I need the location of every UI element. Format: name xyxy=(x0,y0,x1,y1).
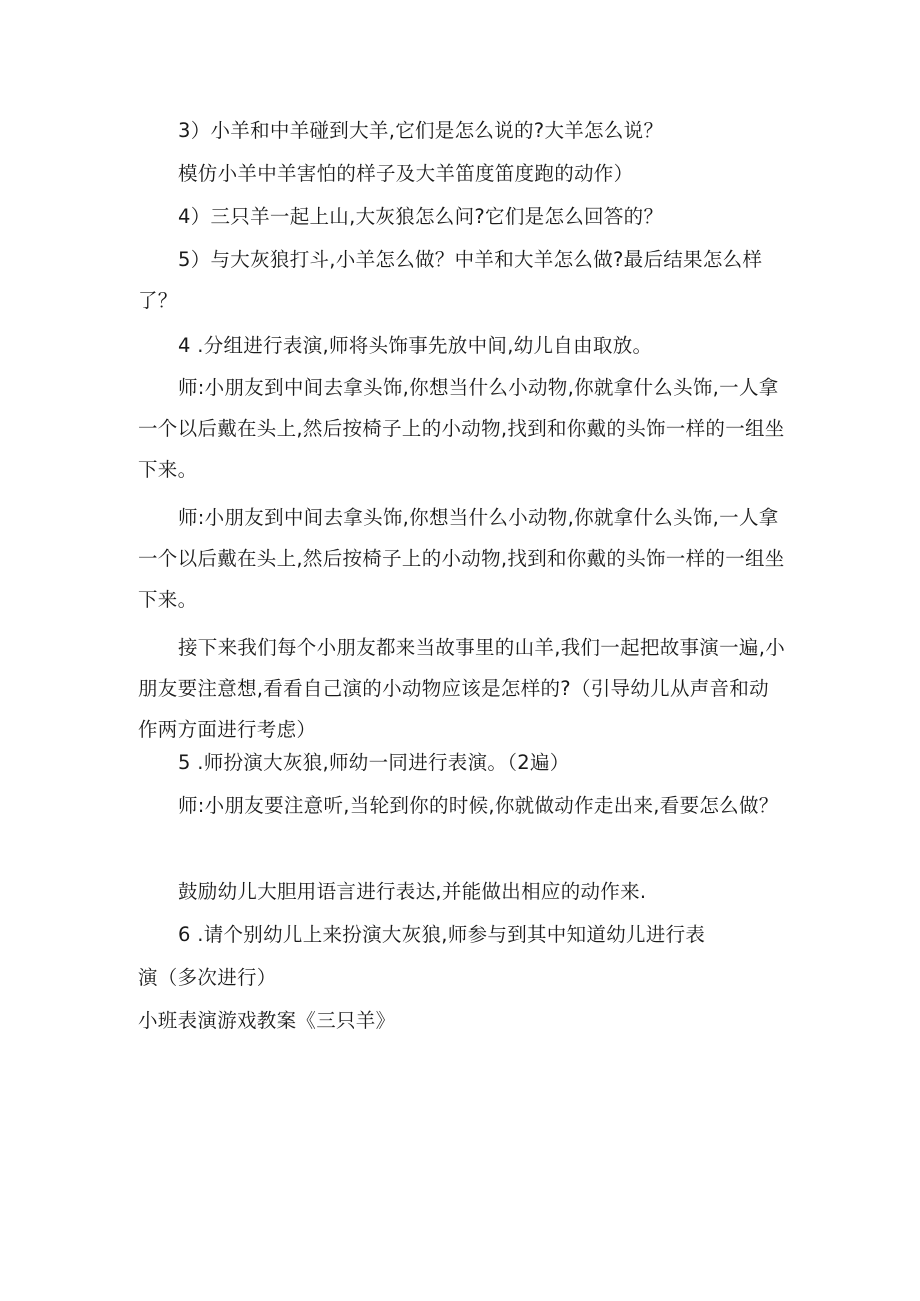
paragraph-step-5: 5）与大灰狼打斗,小羊怎么做？中羊和大羊怎么做?最后结果怎么样了？ xyxy=(138,248,763,312)
paragraph-story-performance: 接下来我们每个小朋友都来当故事里的山羊,我们一起把故事演一遍,小朋友要注意想,看看自己演的小动物应该是怎样的?（引导幼儿从声音和动作两方面进行考虑） xyxy=(138,636,785,741)
paragraph-section-4: 4 .分组进行表演,师将头饰事先放中间,幼儿自由取放。 xyxy=(178,334,653,357)
document-title: 小班表演游戏教案《三只羊》 xyxy=(138,1009,396,1032)
paragraph-section-6: 6 .请个别幼儿上来扮演大灰狼,师参与到其中知道幼儿进行表 xyxy=(178,923,706,946)
paragraph-imitation-note: 模仿小羊中羊害怕的样子及大羊笛度笛度跑的动作） xyxy=(178,162,634,185)
paragraph-teacher-listen: 师:小朋友要注意听,当轮到你的时候,你就做动作走出来,看要怎么做？ xyxy=(178,794,779,817)
paragraph-teacher-instruction-2: 师:小朋友到中间去拿头饰,你想当什么小动物,你就拿什么头饰,一人拿一个以后戴在头上,然后按椅子上的小动物,找到和你戴的头饰一样的一组坐下来。 xyxy=(138,506,785,611)
paragraph-teacher-instruction-1: 师:小朋友到中间去拿头饰,你想当什么小动物,你就拿什么头饰,一人拿一个以后戴在头上,然后按椅子上的小动物,找到和你戴的头饰一样的一组坐下来。 xyxy=(138,376,785,481)
paragraph-encourage: 鼓励幼儿大胆用语言进行表达,并能做出相应的动作来. xyxy=(178,880,647,903)
paragraph-section-5: 5 .师扮演大灰狼,师幼一同进行表演。（2遍） xyxy=(178,751,570,774)
paragraph-section-6-continued: 演（多次进行） xyxy=(138,966,277,989)
paragraph-step-4: 4）三只羊一起上山,大灰狼怎么问?它们是怎么回答的？ xyxy=(178,205,664,228)
paragraph-step-3: 3）小羊和中羊碰到大羊,它们是怎么说的?大羊怎么说？ xyxy=(178,119,664,142)
